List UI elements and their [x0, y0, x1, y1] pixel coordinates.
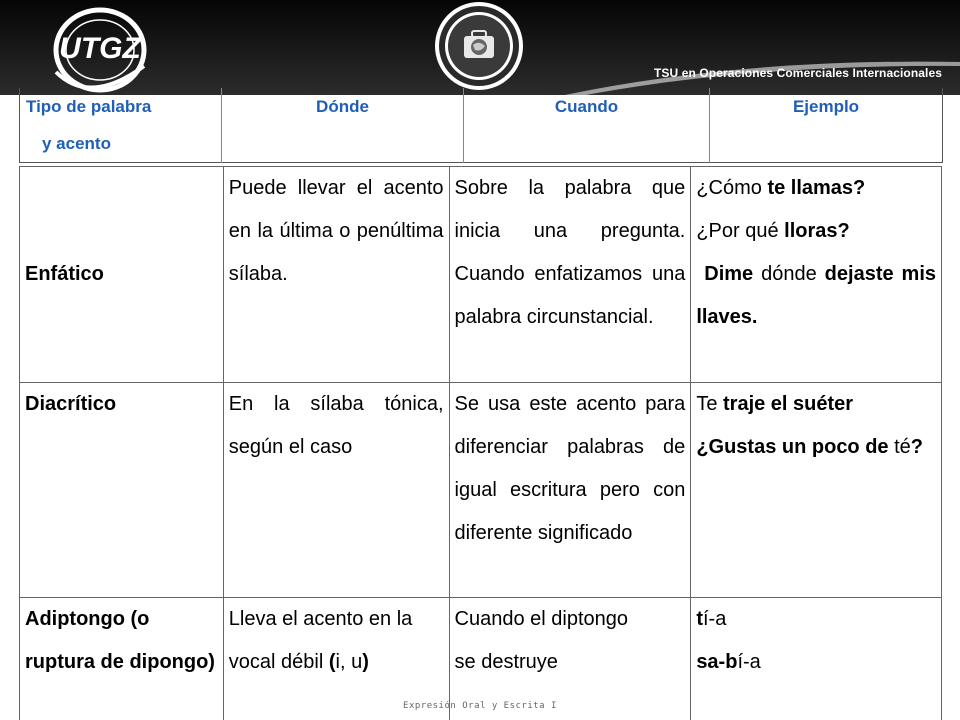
slide-footer: Expresión Oral y Escrita I	[403, 701, 557, 711]
cell-type-diacritico: Diacrítico	[20, 383, 224, 598]
cuando-enfatico-2: Cuando enfatizamos una palabra circunstancial.	[454, 263, 686, 328]
briefcase-globe-icon	[431, 0, 527, 96]
donde-bold: (	[328, 651, 336, 673]
header-cell-ejemplo: Ejemplo	[710, 88, 943, 163]
cell-ejemplo-diacritico	[691, 383, 942, 598]
cell-ejemplo-enfatico	[691, 167, 942, 383]
cuando-text: se destruye	[454, 651, 558, 673]
ejemplo-bold: lloras?	[784, 220, 850, 242]
header-cell-donde: Dónde	[222, 88, 464, 163]
ejemplo-bold: te llamas?	[767, 177, 866, 199]
header-cell-cuando: Cuando	[464, 88, 710, 163]
header-tipo-line2: y acento	[42, 134, 111, 153]
donde-bold: )	[362, 651, 369, 673]
cuando-enfatico-1: Sobre la palabra que inicia una pregunta.	[454, 177, 686, 242]
cell-type-enfatico: Enfático	[20, 167, 224, 383]
ejemplo-bold: traje el suéter	[723, 393, 854, 415]
ejemplo-bold: Dime	[704, 263, 754, 285]
ejemplo-bold: sa-b	[696, 651, 738, 673]
table-row	[20, 167, 942, 383]
table-header-row	[19, 88, 943, 163]
ejemplo-text: í-a	[737, 651, 761, 673]
donde-text: Lleva el acento en la vocal débil	[228, 608, 413, 673]
header-cell-tipo	[20, 88, 222, 163]
ejemplo-text: té	[894, 436, 911, 458]
logo-mark: UTGZ	[59, 32, 141, 65]
cell-cuando-diacritico: Se usa este acento para diferenciar palabras de igual escritura pero con diferente significado	[449, 383, 691, 598]
ejemplo-text: í-a	[702, 608, 727, 630]
cell-donde-diacritico: En la sílaba tónica, según el caso	[223, 383, 449, 598]
cell-type-adiptongo: Adiptongo (o ruptura de dipongo)	[20, 598, 224, 720]
accent-rules-table	[19, 166, 942, 720]
table-row	[20, 383, 942, 598]
ejemplo-text: ¿Por qué	[696, 220, 785, 242]
ejemplo-bold: t	[696, 608, 703, 630]
cuando-text: Cuando el diptongo	[454, 608, 629, 630]
ejemplo-bold: ?	[910, 436, 924, 458]
program-title: TSU en Operaciones Comerciales Internacionales	[654, 66, 943, 80]
ejemplo-bold: dejaste mis llaves.	[696, 263, 936, 328]
university-logo	[50, 6, 150, 96]
ejemplo-text: ¿Cómo	[696, 177, 768, 199]
cell-donde-enfatico: Puede llevar el acento en la última o penúltima sílaba.	[223, 167, 449, 383]
donde-text: i, u	[335, 651, 363, 673]
cell-cuando-enfatico	[449, 167, 691, 383]
ejemplo-text: dónde	[753, 263, 825, 285]
ejemplo-text: Te	[696, 393, 723, 415]
ejemplo-bold: ¿Gustas un poco de	[696, 436, 895, 458]
header-tipo-line1: Tipo de palabra	[26, 97, 152, 116]
